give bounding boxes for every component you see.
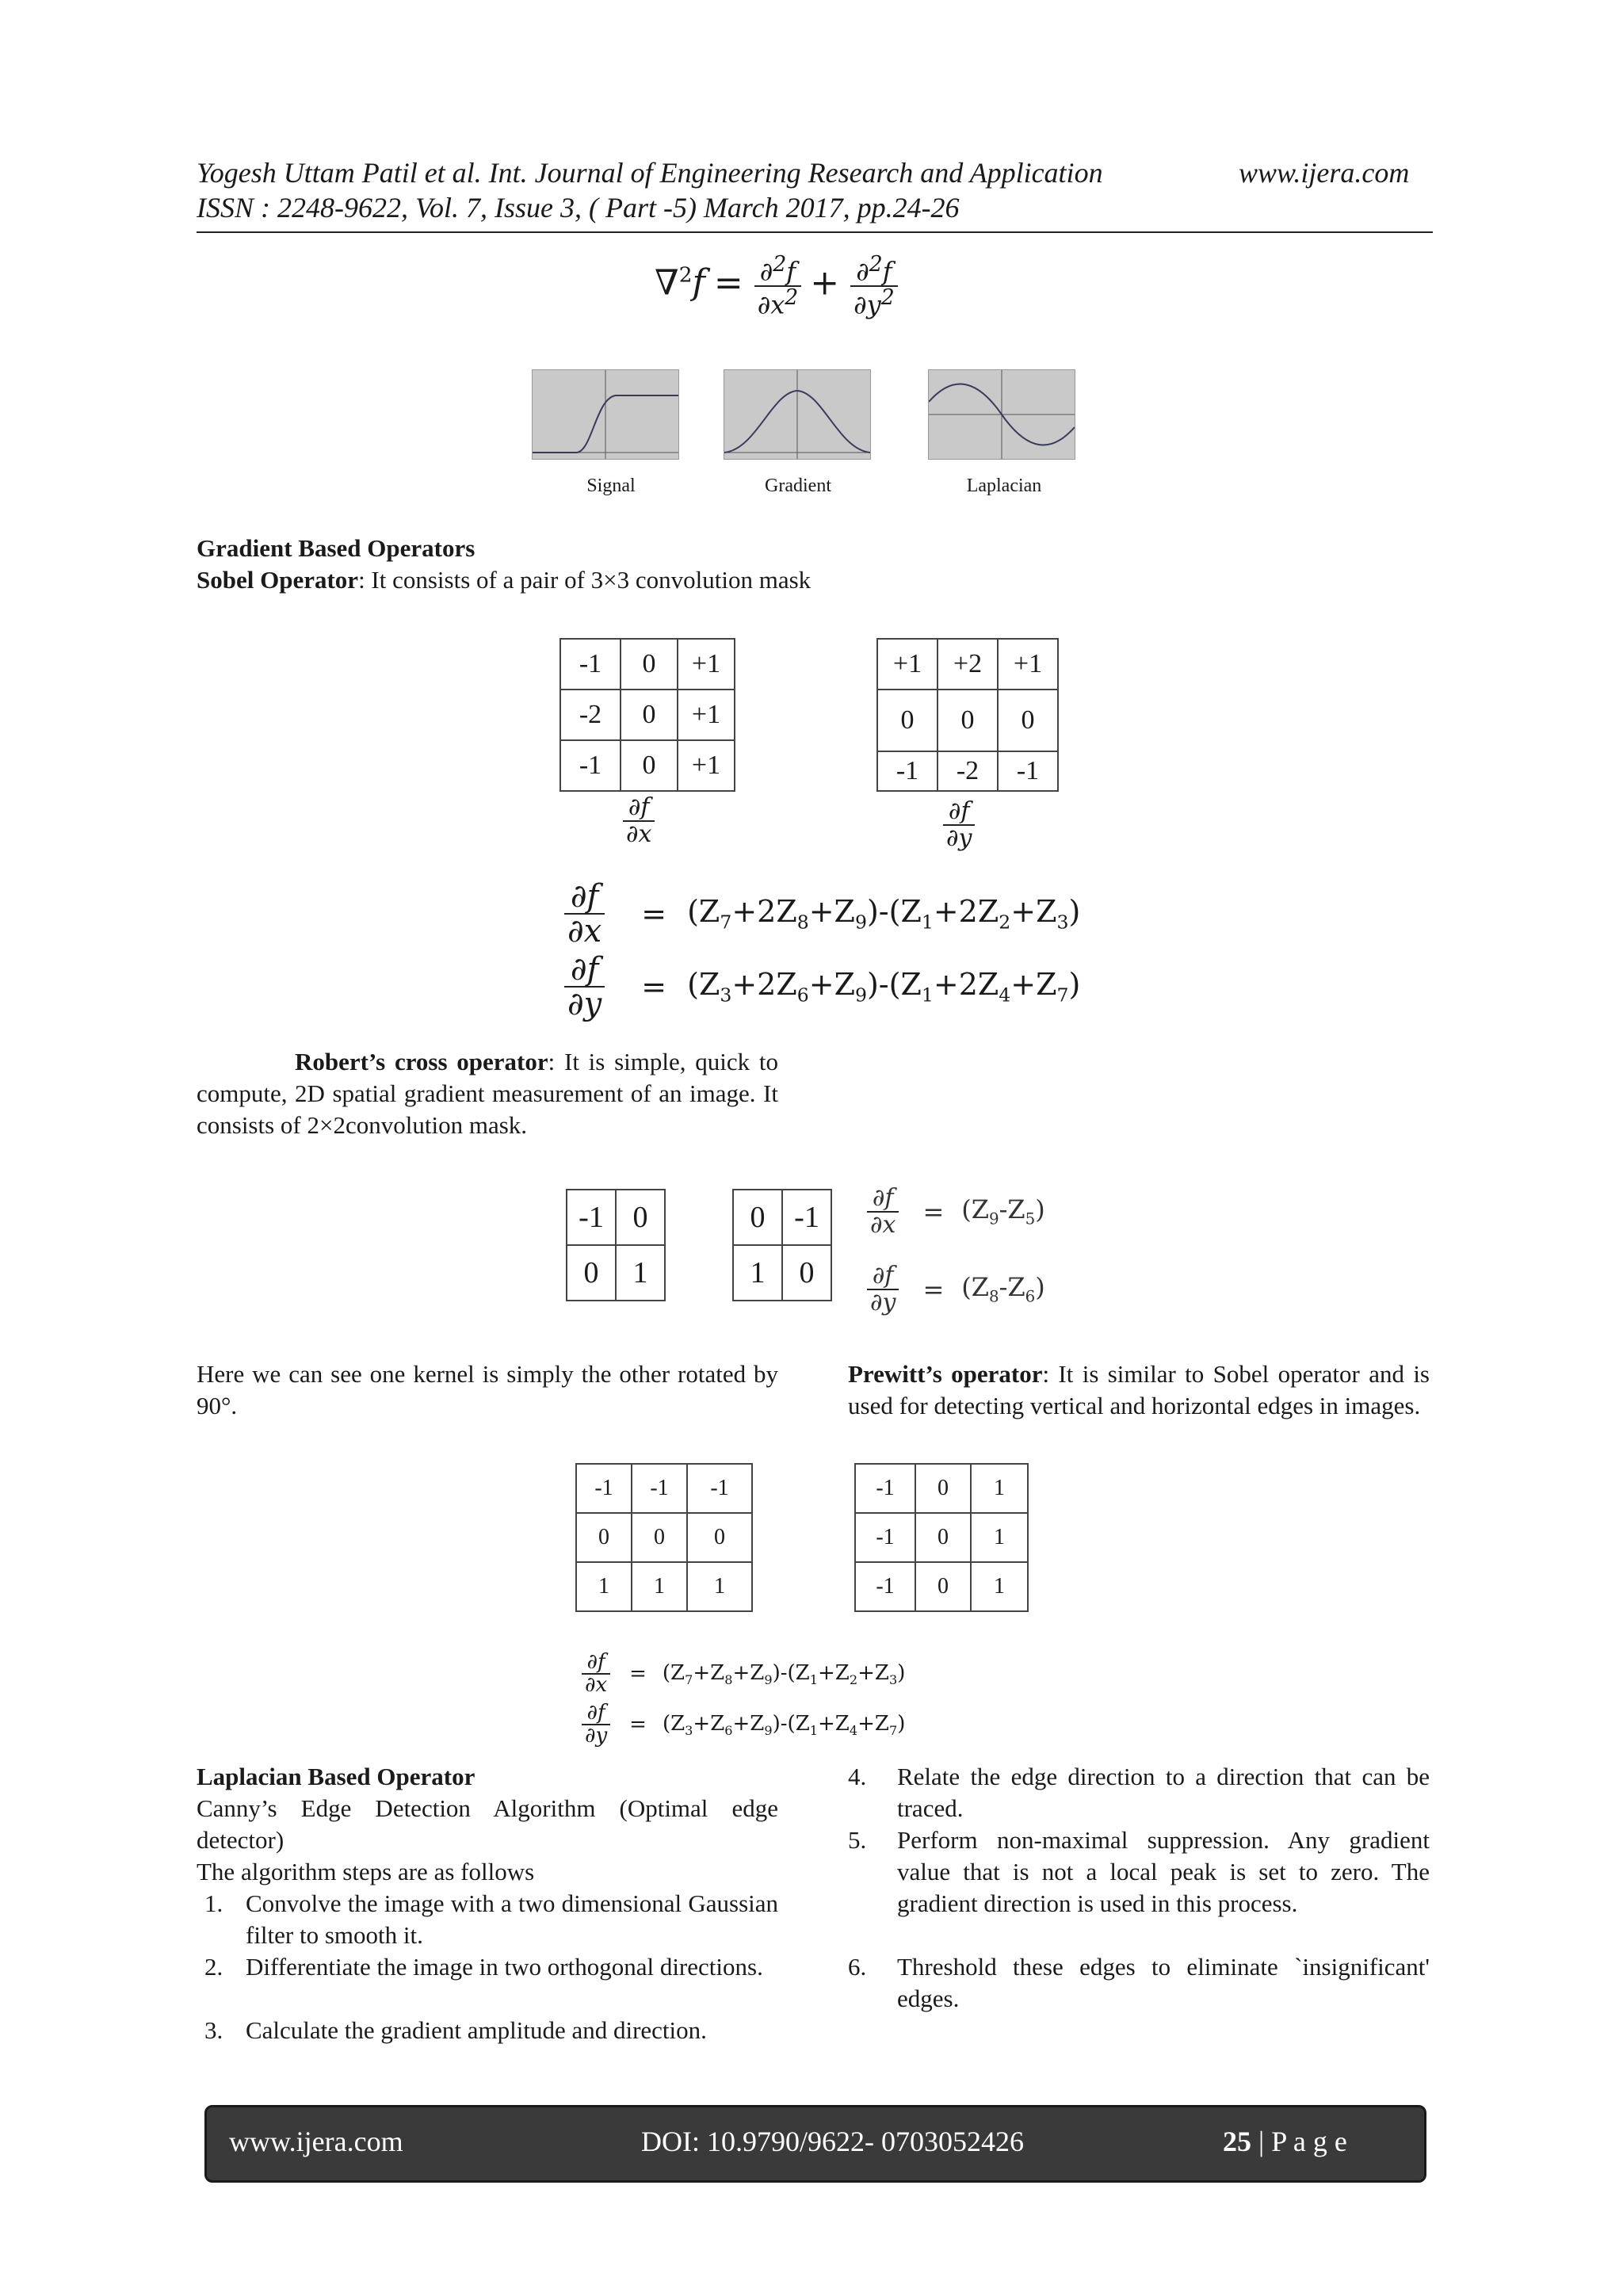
step-number: 1. <box>204 1889 223 1917</box>
page-footer <box>204 2105 1426 2183</box>
mask-cell: 0 <box>782 1245 831 1301</box>
mask-cell: -1 <box>782 1190 831 1245</box>
gradient-plot <box>724 369 871 460</box>
issn-line: ISSN : 2248-9622, Vol. 7, Issue 3, ( Part -5) March 2017, pp.24-26 <box>197 192 960 223</box>
step-number: 3. <box>204 2016 223 2044</box>
mask-cell: +1 <box>678 740 735 791</box>
step-text: Perform non-maximal suppression. Any gradient value that is not a local peak is set to zero. The gradient direction is used in this process. <box>897 1826 1430 1917</box>
mask-cell: 0 <box>733 1190 782 1245</box>
steps-intro: The algorithm steps are as follows <box>197 1858 535 1885</box>
footer-doi[interactable]: DOI: 10.9790/9622- 0703052426 <box>641 2126 1024 2157</box>
mask-cell: +1 <box>877 639 938 690</box>
prewitt-eq-y: $\frac{\partial f}{\partial y}$ = $(Z_3+Z_6+Z_9)-(Z_1+Z_4+Z_7)$ <box>582 1702 905 1748</box>
mask-cell: 0 <box>632 1513 687 1562</box>
mask-cell: 1 <box>632 1562 687 1611</box>
sobel-gy-mask <box>876 638 1059 792</box>
sobel-description: : It consists of a pair of 3×3 convolution mask <box>358 566 812 594</box>
step-item <box>197 2015 778 2046</box>
step-item <box>848 1951 1430 2015</box>
step-number: 2. <box>204 1953 223 1981</box>
sobel-gx-mask <box>559 638 735 792</box>
mask-cell: 0 <box>915 1562 971 1611</box>
sobel-eq-x: $\frac{\partial f}{\partial x}$ = $(Z_7+2Z_8+Z_9)-(Z_1+2Z_2+Z_3)$ <box>564 880 1080 948</box>
step-item <box>848 1761 1430 1824</box>
prewitt-term: Prewitt’s operator <box>848 1360 1043 1388</box>
mask-cell: 1 <box>971 1562 1028 1611</box>
page-label: | P a g e <box>1251 2126 1347 2157</box>
mask-cell: -1 <box>998 751 1058 791</box>
mask-cell: -1 <box>560 740 621 791</box>
step-item <box>197 1888 778 1951</box>
step-text: Calculate the gradient amplitude and direction. <box>246 2016 707 2044</box>
roberts-paragraph <box>197 1046 778 1141</box>
signal-plot <box>532 369 679 460</box>
prewitt-gx-mask <box>854 1463 1029 1612</box>
roberts-eq-x: $\frac{\partial f}{\partial x}$ = $(Z_9-Z_5)$ <box>867 1186 1045 1237</box>
signal-label: Signal <box>586 476 636 496</box>
mask-cell: -1 <box>855 1562 915 1611</box>
mask-cell: -1 <box>855 1513 915 1562</box>
footer-url[interactable]: www.ijera.com <box>229 2126 403 2157</box>
mask-cell: 1 <box>971 1464 1028 1513</box>
section-heading-gradient: Gradient Based Operators <box>197 534 475 562</box>
journal-url[interactable]: www.ijera.com <box>1239 157 1410 189</box>
sobel-term: Sobel Operator <box>197 566 359 594</box>
mask-cell: 0 <box>938 690 998 751</box>
prewitt-eq-x: $\frac{\partial f}{\partial x}$ = $(Z_7+Z_8+Z_9)-(Z_1+Z_2+Z_3)$ <box>582 1652 905 1697</box>
mask-cell: 0 <box>621 639 678 690</box>
step-text: Convolve the image with a two dimensional Gaussian filter to smooth it. <box>246 1889 778 1949</box>
laplacian-label: Laplacian <box>966 476 1042 496</box>
laplacian-formula: ∇$^2$f = $\frac{\partial^2f}{\partial x^2}$ + $\frac{\partial^2f}{\partial y^2}$ <box>655 254 898 319</box>
mask-cell: 0 <box>621 690 678 740</box>
mask-cell: 0 <box>998 690 1058 751</box>
mask-cell: 0 <box>915 1464 971 1513</box>
step-text: Relate the edge direction to a direction that can be traced. <box>897 1763 1430 1822</box>
mask-cell: 0 <box>616 1190 665 1245</box>
canny-title: Canny’s Edge Detection Algorithm (Optimal edge detector) <box>197 1794 778 1854</box>
mask-cell: 0 <box>877 690 938 751</box>
roberts-eq-y: $\frac{\partial f}{\partial y}$ = $(Z_8-Z_6)$ <box>867 1263 1045 1315</box>
step-number: 4. <box>848 1763 867 1790</box>
mask-cell: -2 <box>560 690 621 740</box>
sobel-gx-caption: $\frac{\partial f}{\partial x}$ <box>623 795 655 846</box>
rotated-kernel-text: Here we can see one kernel is simply the other rotated by 90°. <box>197 1360 778 1419</box>
step-item <box>848 1824 1430 1920</box>
roberts-mask-2 <box>732 1189 832 1301</box>
footer-page <box>1223 2125 1347 2158</box>
mask-cell: -1 <box>567 1190 616 1245</box>
laplacian-plot <box>928 369 1075 460</box>
step-text: Differentiate the image in two orthogonal directions. <box>246 1953 763 1981</box>
mask-cell: 0 <box>576 1513 632 1562</box>
mask-cell: 1 <box>576 1562 632 1611</box>
step-number: 5. <box>848 1826 867 1854</box>
mask-cell: +2 <box>938 639 998 690</box>
mask-cell: -1 <box>576 1464 632 1513</box>
section-heading-laplacian: Laplacian Based Operator <box>197 1763 475 1790</box>
prewitt-paragraph <box>848 1358 1430 1422</box>
mask-cell: 1 <box>733 1245 782 1301</box>
sobel-gy-caption: $\frac{\partial f}{\partial y}$ <box>943 799 975 850</box>
step-number: 6. <box>848 1953 867 1981</box>
sobel-intro <box>197 564 811 596</box>
roberts-mask-1 <box>566 1189 666 1301</box>
mask-cell: 1 <box>616 1245 665 1301</box>
mask-cell: -1 <box>687 1464 752 1513</box>
mask-cell: +1 <box>998 639 1058 690</box>
roberts-description: : It is simple, quick to compute, 2D spatial gradient measurement of an image. It consists of 2×2convolution mask. <box>197 1048 779 1139</box>
mask-cell: -1 <box>855 1464 915 1513</box>
roberts-term: Robert’s cross operator <box>295 1048 548 1075</box>
mask-cell: -1 <box>632 1464 687 1513</box>
page-number: 25 <box>1223 2126 1251 2157</box>
mask-cell: -1 <box>877 751 938 791</box>
mask-cell: 1 <box>687 1562 752 1611</box>
mask-cell: -1 <box>560 639 621 690</box>
mask-cell: +1 <box>678 639 735 690</box>
mask-cell: -2 <box>938 751 998 791</box>
mask-cell: +1 <box>678 690 735 740</box>
step-item <box>197 1951 778 1983</box>
mask-cell: 0 <box>567 1245 616 1301</box>
journal-title: Yogesh Uttam Patil et al. Int. Journal of Engineering Research and Application <box>197 157 1103 189</box>
prewitt-gy-mask <box>575 1463 753 1612</box>
prewitt-description: : It is similar to Sobel operator and is used for detecting vertical and horizontal edges in images. <box>848 1360 1430 1419</box>
header-rule <box>197 231 1433 233</box>
mask-cell: 1 <box>971 1513 1028 1562</box>
sobel-eq-y: $\frac{\partial f}{\partial y}$ = $(Z_3+2Z_6+Z_9)-(Z_1+2Z_4+Z_7)$ <box>564 953 1080 1021</box>
mask-cell: 0 <box>687 1513 752 1562</box>
mask-cell: 0 <box>915 1513 971 1562</box>
mask-cell: 0 <box>621 740 678 791</box>
gradient-label: Gradient <box>765 476 831 496</box>
step-text: Threshold these edges to eliminate `insignificant' edges. <box>897 1953 1430 2012</box>
